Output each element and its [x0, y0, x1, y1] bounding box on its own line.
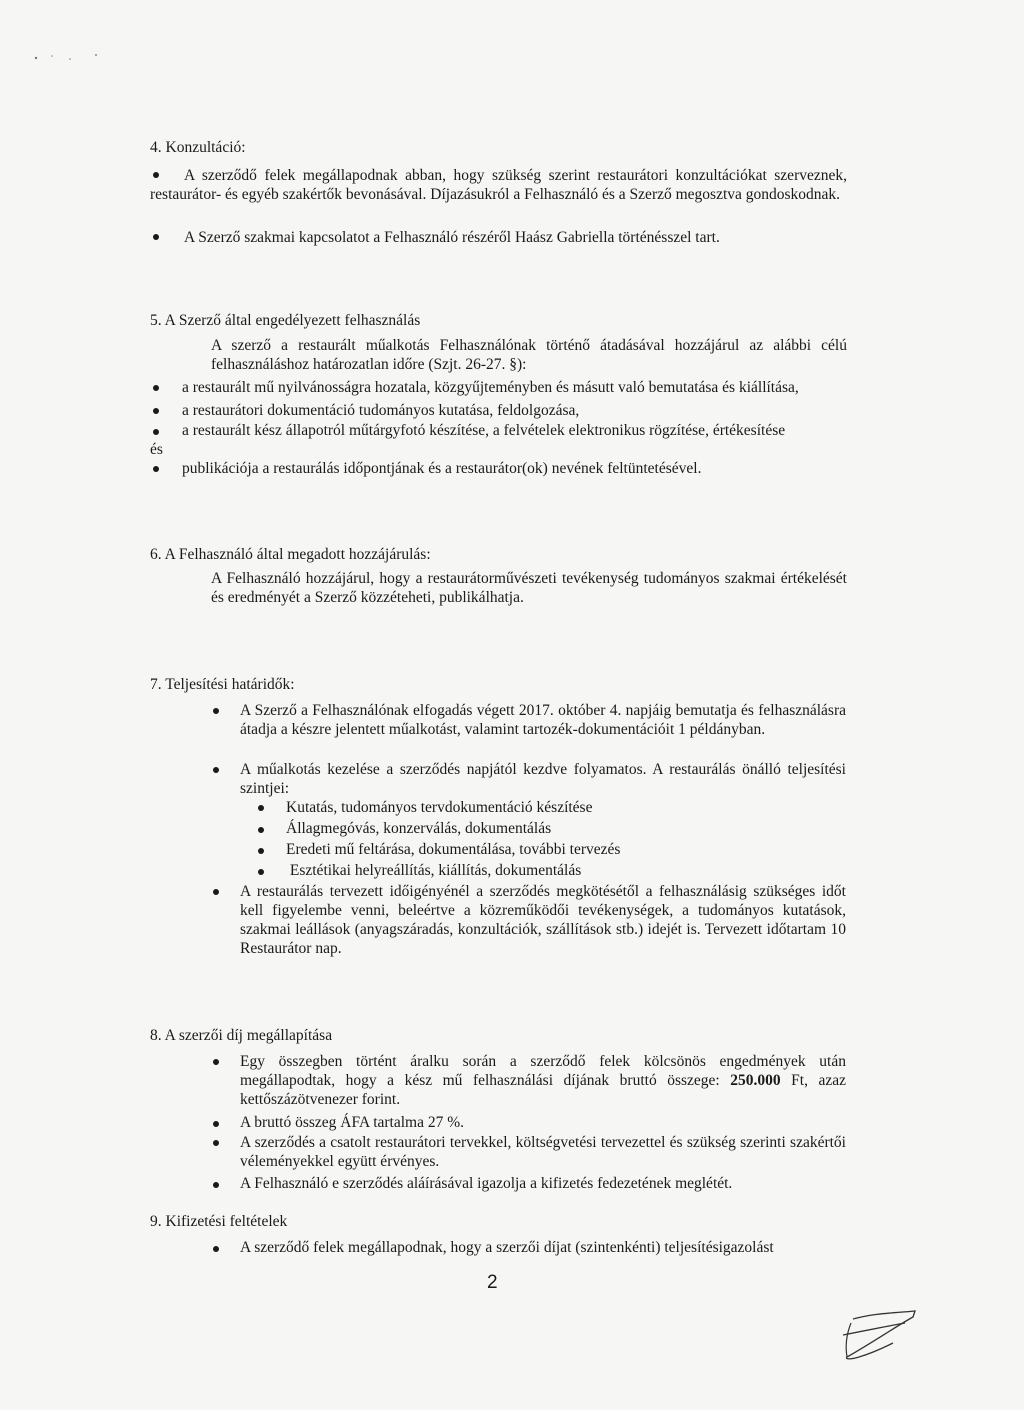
bullet-dot [258, 805, 264, 811]
section-5-bullet-3-tail: és [150, 441, 163, 458]
bullet-dot [153, 466, 159, 472]
bullet-dot [153, 385, 159, 391]
section-7-sub-3: Eredeti mű feltárása, dokumentálása, további tervezés [286, 841, 621, 858]
section-8-bullet-1-text: Egy összegben történt áralku során a szerződő felek kölcsönös engedmények után megállapodtak, hogy a kész mű felhasználási díjának bruttó összege: [240, 1053, 846, 1089]
bullet-dot [258, 869, 264, 875]
section-7-bullet-3: A restaurálás tervezett időigényénél a szerződés megkötésétől a felhasználásig szükséges időt kell figyelembe venni, beleértve a közreműködői tevékenységek, a tudományos kutatások, szakmai leállások (anyagszáradás, konzultációk, szállítások stb.) idejét is. Tervezett időtartam 10 Restaurátor nap. [240, 883, 846, 957]
section-8-bullet-4: A Felhasználó e szerződés aláírásával igazolja a kifizetés fedezetének meglétét. [240, 1175, 733, 1192]
scan-smudge [30, 52, 100, 62]
section-4-title: 4. Konzultáció: [150, 139, 246, 156]
section-5-bullet-1: a restaurált mű nyilvánosságra hozatala, közgyűjteményben és másutt való bemutatása és kiállítása, [182, 379, 799, 396]
section-7-sub-4: Esztétikai helyreállítás, kiállítás, dokumentálás [286, 862, 582, 879]
section-9-title: 9. Kifizetési feltételek [150, 1213, 288, 1230]
bullet-dot [258, 827, 264, 833]
section-4-bullet-2: A Szerző szakmai kapcsolatot a Felhasználó részéről Haász Gabriella történésszel tart. [184, 229, 720, 246]
section-8-title: 8. A szerzői díj megállapítása [150, 1027, 333, 1044]
bullet-dot [213, 1121, 219, 1127]
section-8-bullet-2: A bruttó összeg ÁFA tartalma 27 %. [240, 1114, 465, 1131]
handwritten-initials [835, 1305, 935, 1365]
fee-amount: 250.000 [730, 1072, 781, 1089]
section-9-bullet-1: A szerződő felek megállapodnak, hogy a szerzői díjat (szintenkénti) teljesítésigazolást [240, 1239, 774, 1256]
section-7-bullet-2: A műalkotás kezelése a szerződés napjától kezdve folyamatos. A restaurálás önálló teljesítési szintjei: [240, 761, 846, 797]
section-5-bullet-4: publikációja a restaurálás időpontjának és a restaurátor(ok) nevének feltüntetésével. [182, 460, 702, 477]
section-8-bullet-3: A szerződés a csatolt restaurátori tervekkel, költségvetési tervezettel és szükség szerinti szakértői véleményekkel együtt érvényes. [240, 1134, 846, 1170]
bullet-dot [213, 889, 219, 895]
bullet-dot [213, 1246, 219, 1252]
section-8-bullet-1 [240, 1052, 846, 1109]
bullet-dot [213, 767, 219, 773]
section-4-bullet-1: A szerződő felek megállapodnak abban, hogy szükség szerint restaurátori konzultációkat szerveznek, restaurátor- és egyéb szakértők bevonásával. Díjazásukról a Felhasználó és a Szerző megosztva gondoskodnak. [150, 167, 847, 203]
page-number: 2 [487, 1272, 498, 1293]
section-7-sub-2: Állagmegóvás, konzerválás, dokumentálás [286, 820, 552, 837]
bullet-dot [153, 234, 159, 240]
section-5-intro: A szerző a restaurált műalkotás Felhasználónak történő átadásával hozzájárul az alábbi célú felhasználáshoz határozatlan időre (Szjt. 26-27. §): [211, 337, 847, 373]
bullet-dot [213, 1059, 219, 1065]
section-8-bullet-1-text-end: Ft, azaz kettőszázötvenezer forint. [240, 1072, 846, 1108]
bullet-dot [153, 429, 159, 435]
bullet-dot [213, 1182, 219, 1188]
bullet-dot [258, 848, 264, 854]
section-5-bullet-3: a restaurált kész állapotról műtárgyfotó készítése, a felvételek elektronikus rögzítése, értékesítése [182, 422, 786, 439]
bullet-dot [153, 408, 159, 414]
section-7-title: 7. Teljesítési határidők: [150, 676, 295, 693]
bullet-dot [213, 1140, 219, 1146]
section-5-title: 5. A Szerző által engedélyezett felhasználás [150, 312, 421, 329]
section-6-text: A Felhasználó hozzájárul, hogy a restaurátorművészeti tevékenység tudományos szakmai értékelését és eredményét a Szerző közzéteheti, publikálhatja. [211, 570, 847, 606]
section-5-bullet-2: a restaurátori dokumentáció tudományos kutatása, feldolgozása, [182, 402, 580, 419]
section-7-bullet-1: A Szerző a Felhasználónak elfogadás végett 2017. október 4. napjáig bemutatja és felhasználásra átadja a készre jelentett műalkotást, valamint tartozék-dokumentációit 1 példányban. [240, 702, 846, 738]
section-7-sub-1: Kutatás, tudományos tervdokumentáció készítése [286, 799, 593, 816]
section-6-title: 6. A Felhasználó által megadott hozzájárulás: [150, 546, 431, 563]
bullet-dot [213, 708, 219, 714]
